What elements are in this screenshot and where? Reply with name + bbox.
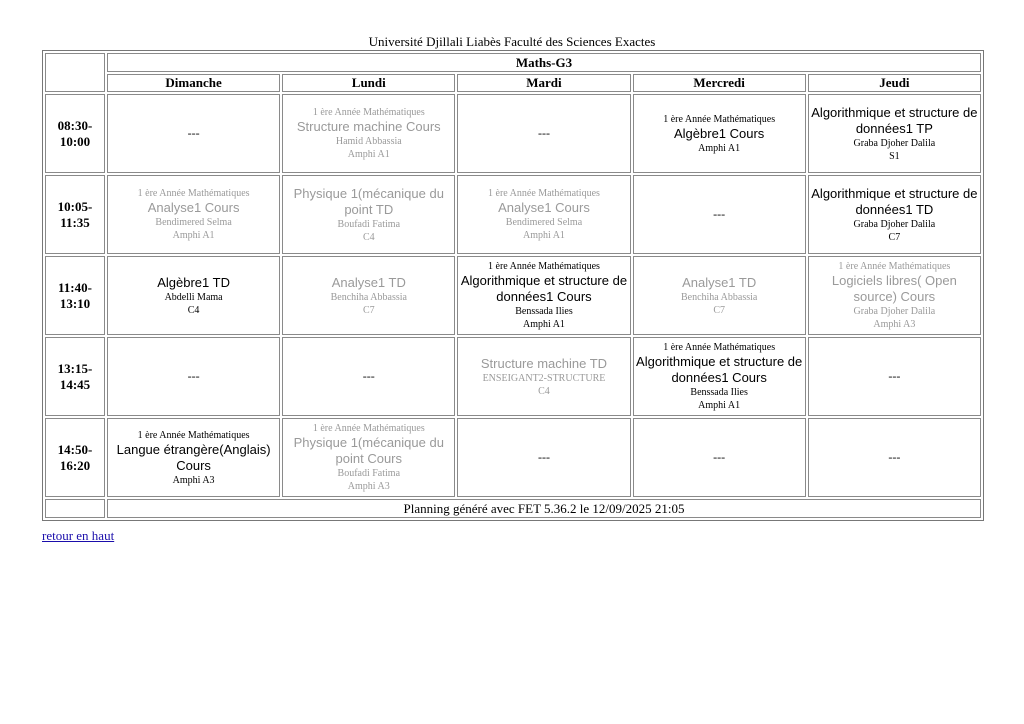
course-subject: Algorithmique et structure de données1 Cours bbox=[636, 354, 803, 385]
empty-cell: --- bbox=[633, 418, 806, 497]
course-detail: C7 bbox=[888, 231, 901, 243]
course-detail: Boufadi Fatima bbox=[337, 468, 401, 479]
course-detail: Benchiha Abbassia bbox=[330, 291, 407, 303]
timetable-cell bbox=[457, 256, 630, 335]
course-detail: C4 bbox=[187, 304, 200, 316]
timetable-cell bbox=[457, 337, 630, 416]
course-detail: Graba Djoher Dalila bbox=[853, 137, 936, 149]
empty-cell: --- bbox=[107, 337, 280, 416]
time-slot-part: 14:45 bbox=[59, 376, 91, 392]
time-slot-label bbox=[45, 418, 105, 497]
timetable-cell bbox=[282, 256, 455, 335]
timetable-cell bbox=[808, 175, 981, 254]
course-detail: Benssada Ilies bbox=[690, 387, 748, 398]
empty-cell: --- bbox=[457, 418, 630, 497]
timetable bbox=[42, 50, 984, 521]
course-subject: Algèbre1 Cours bbox=[673, 125, 765, 141]
time-slot-row bbox=[45, 256, 981, 335]
course-subject: Analyse1 Cours bbox=[147, 200, 240, 215]
footer-corner bbox=[45, 499, 105, 518]
course-detail: Amphi A1 bbox=[698, 142, 741, 154]
course-detail: Abdelli Mama bbox=[164, 291, 223, 303]
course-detail: C4 bbox=[362, 231, 375, 243]
course-detail: C7 bbox=[362, 304, 375, 316]
course-group: 1 ère Année Mathématiques bbox=[488, 188, 600, 199]
course-detail: Graba Djoher Dalila bbox=[853, 306, 936, 317]
timetable-cell bbox=[633, 337, 806, 416]
time-slot-label bbox=[45, 256, 105, 335]
timetable-cell bbox=[107, 256, 280, 335]
empty-cell: --- bbox=[808, 418, 981, 497]
course-detail: Amphi A1 bbox=[698, 400, 741, 411]
course-detail: Bendimered Selma bbox=[505, 217, 583, 228]
timetable-cell bbox=[282, 175, 455, 254]
course-detail: Amphi A3 bbox=[873, 319, 916, 330]
course-detail: C7 bbox=[713, 304, 725, 316]
course-subject: Langue étrangère(Anglais) Cours bbox=[116, 441, 271, 473]
time-slot-row bbox=[45, 337, 981, 416]
course-detail: Hamid Abbassia bbox=[335, 136, 402, 147]
course-subject: Structure machine Cours bbox=[296, 119, 441, 134]
course-detail: Amphi A3 bbox=[347, 481, 390, 492]
day-header: Mardi bbox=[457, 74, 630, 92]
course-group: 1 ère Année Mathématiques bbox=[312, 107, 425, 118]
course-group: 1 ère Année Mathématiques bbox=[838, 261, 951, 272]
time-slot-row bbox=[45, 418, 981, 497]
course-group: 1 ère Année Mathématiques bbox=[137, 429, 250, 441]
course-detail: Boufadi Fatima bbox=[337, 218, 401, 230]
time-slot-part: 11:40- bbox=[58, 279, 92, 295]
course-detail: Amphi A1 bbox=[522, 319, 565, 330]
course-detail: Bendimered Selma bbox=[155, 217, 232, 228]
day-header: Mercredi bbox=[633, 74, 806, 92]
time-slot-part: 13:10 bbox=[59, 295, 91, 311]
time-slot-part: 14:50- bbox=[57, 441, 93, 457]
course-detail: Graba Djoher Dalila bbox=[853, 218, 936, 230]
timetable-cell bbox=[282, 94, 455, 173]
time-slot-label bbox=[45, 175, 105, 254]
course-subject: Analyse1 Cours bbox=[498, 200, 590, 215]
course-subject: Structure machine TD bbox=[480, 355, 608, 371]
course-subject: Analyse1 TD bbox=[682, 274, 757, 290]
day-header: Dimanche bbox=[107, 74, 280, 92]
timetable-cell bbox=[808, 256, 981, 335]
course-detail: Benchiha Abbassia bbox=[680, 291, 758, 303]
course-subject: Physique 1(mécanique du point TD bbox=[293, 185, 444, 217]
timetable-cell bbox=[808, 94, 981, 173]
course-detail: Amphi A1 bbox=[347, 149, 390, 160]
course-group: 1 ère Année Mathématiques bbox=[488, 261, 600, 272]
course-group: 1 ère Année Mathématiques bbox=[663, 113, 776, 125]
time-slot-part: 11:35 bbox=[60, 214, 90, 230]
empty-cell: --- bbox=[457, 94, 630, 173]
timetable-cell bbox=[107, 175, 280, 254]
empty-cell: --- bbox=[808, 337, 981, 416]
empty-cell: --- bbox=[633, 175, 806, 254]
time-slot-row bbox=[45, 94, 981, 173]
time-slot-row bbox=[45, 175, 981, 254]
group-header: Maths-G3 bbox=[107, 53, 981, 72]
course-detail: ENSEIGANT2-STRUCTURE bbox=[482, 372, 606, 384]
timetable-cell bbox=[282, 418, 455, 497]
course-detail: Amphi A1 bbox=[522, 230, 565, 241]
time-slot-part: 16:20 bbox=[59, 457, 91, 473]
time-slot-part: 10:05- bbox=[57, 198, 93, 214]
course-detail: S1 bbox=[889, 150, 900, 162]
course-subject: Physique 1(mécanique du point Cours bbox=[293, 435, 444, 466]
time-slot-part: 13:15- bbox=[57, 360, 93, 376]
back-to-top-link[interactable]: retour en haut bbox=[42, 528, 115, 543]
course-subject: Logiciels libres( Open source) Cours bbox=[831, 273, 957, 304]
timetable-cell bbox=[633, 94, 806, 173]
course-subject: Algèbre1 TD bbox=[157, 274, 230, 290]
time-slot-part: 10:00 bbox=[59, 133, 91, 149]
course-subject: Algorithmique et structure de données1 TP bbox=[811, 104, 978, 136]
course-detail: Amphi A1 bbox=[172, 230, 215, 241]
time-slot-label bbox=[45, 337, 105, 416]
course-group: 1 ère Année Mathématiques bbox=[663, 342, 776, 353]
timetable-body bbox=[45, 94, 981, 497]
course-group: 1 ère Année Mathématiques bbox=[137, 188, 250, 199]
footer-note: Planning généré avec FET 5.36.2 le 12/09/2025 21:05 bbox=[107, 499, 981, 518]
course-subject: Analyse1 TD bbox=[331, 274, 406, 290]
corner-cell bbox=[45, 53, 105, 92]
empty-cell: --- bbox=[107, 94, 280, 173]
course-group: 1 ère Année Mathématiques bbox=[312, 423, 425, 434]
course-detail: C4 bbox=[538, 385, 550, 397]
time-slot-part: 08:30- bbox=[57, 117, 93, 133]
time-slot-label bbox=[45, 94, 105, 173]
timetable-cell bbox=[633, 256, 806, 335]
table-caption: Université Djillali Liabès Faculté des Sciences Exactes bbox=[368, 34, 656, 49]
course-subject: Algorithmique et structure de données1 Cours bbox=[460, 273, 628, 304]
course-subject: Algorithmique et structure de données1 TD bbox=[811, 185, 978, 217]
timetable-cell bbox=[107, 418, 280, 497]
course-detail: Amphi A3 bbox=[172, 474, 215, 486]
day-header: Lundi bbox=[282, 74, 455, 92]
empty-cell: --- bbox=[282, 337, 455, 416]
day-header: Jeudi bbox=[808, 74, 981, 92]
timetable-cell bbox=[457, 175, 630, 254]
course-detail: Benssada Ilies bbox=[515, 306, 573, 317]
